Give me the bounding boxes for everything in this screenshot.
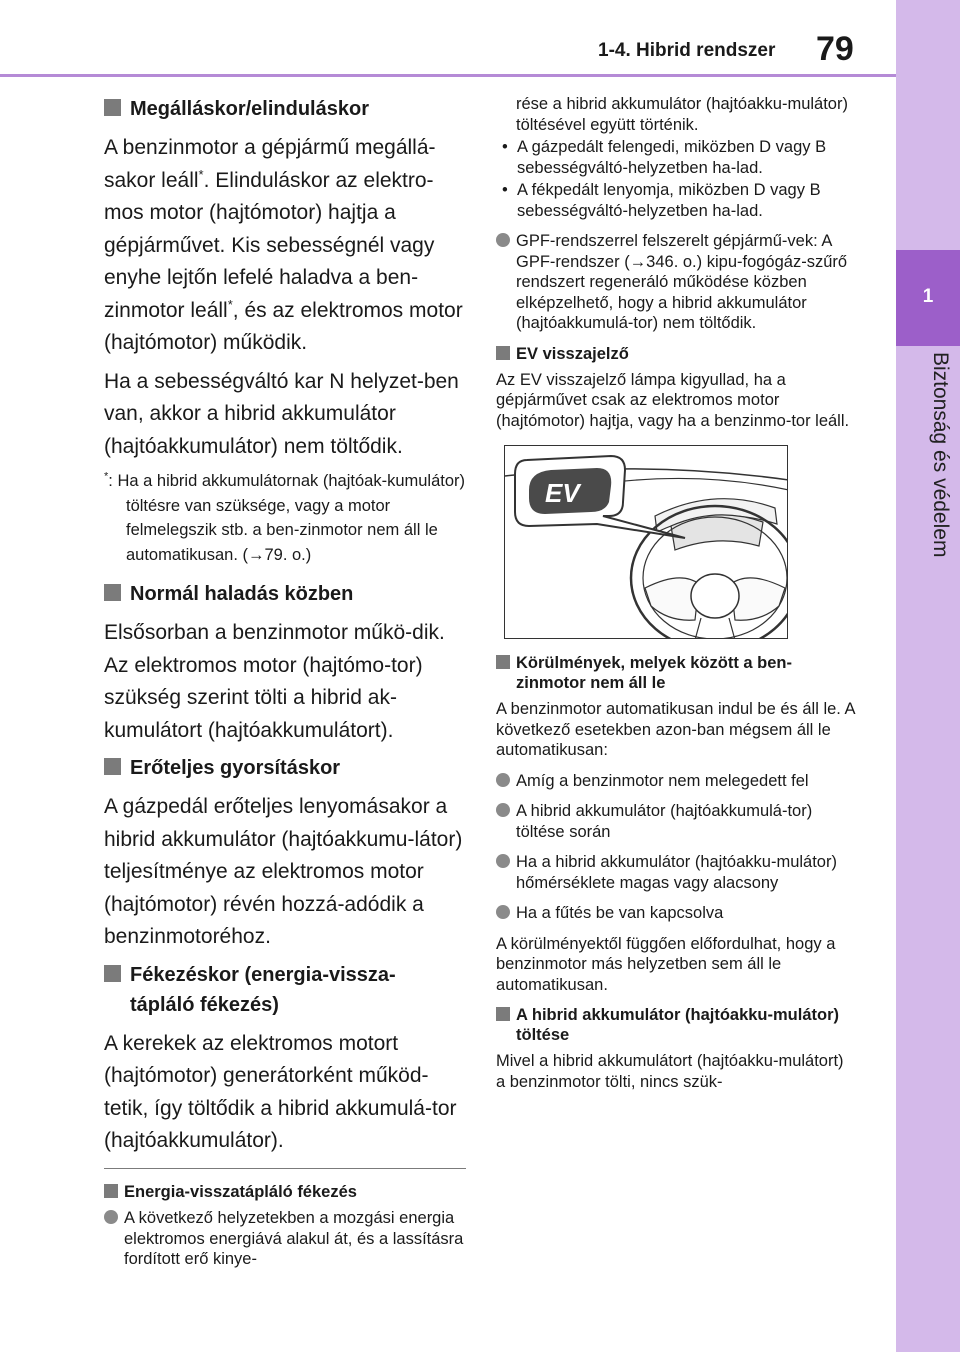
left-column xyxy=(104,88,466,1164)
paragraph-neutral: Ha a sebességváltó kar N helyzet-ben van, akkor a hibrid akkumulátor (hajtóakkumulátor) nem töltődik. xyxy=(104,369,459,458)
chapter-label: Biztonság és védelem xyxy=(929,352,952,558)
circle-bullet-icon xyxy=(496,803,510,817)
ev-badge-icon: EV xyxy=(545,478,580,508)
heading-stop-start: Megálláskor/elinduláskor xyxy=(104,94,466,124)
header-rule xyxy=(0,74,896,77)
square-bullet-icon xyxy=(104,758,121,775)
heading-normal-driving: Normál haladás közben xyxy=(104,579,466,609)
continued-text: rése a hibrid akkumulátor (hajtóakku-mulátor) töltésével együtt történik. xyxy=(516,95,848,134)
square-bullet-icon xyxy=(496,346,510,360)
section-divider xyxy=(104,1168,466,1169)
square-bullet-icon xyxy=(104,99,121,116)
circle-bullet-icon xyxy=(496,233,510,247)
section-title: 1-4. Hibrid rendszer xyxy=(598,40,776,61)
paragraph-conditions-note: A körülményektől függően előfordulhat, hogy a benzinmotor más helyzetben sem áll le automatikusan. xyxy=(496,934,836,994)
list-item: A következő helyzetekben a mozgási energia elektromos energiává alakul át, és a lassításra fordított erő kinye- xyxy=(104,1208,466,1270)
square-bullet-icon xyxy=(496,1007,510,1021)
list-item: Ha a fűtés be van kapcsolva xyxy=(496,903,856,924)
list-item: • A gázpedált felengedi, miközben D vagy B sebességváltó-helyzetben ha-lad. xyxy=(502,138,827,177)
paragraph-braking: A kerekek az elektromos motort (hajtómotor) generátorként működ-tetik, így töltődik a hibrid akkumulá-tor (hajtóakkumulátor). xyxy=(104,1031,457,1152)
dashboard-illustration xyxy=(505,446,788,639)
circle-bullet-icon xyxy=(496,773,510,787)
paragraph-charging: Mivel a hibrid akkumulátort (hajtóakku-mulátort) a benzinmotor tölti, nincs szük- xyxy=(496,1052,844,1091)
chapter-number-box xyxy=(896,250,960,346)
square-bullet-icon xyxy=(104,965,121,982)
heading-conditions: Körülmények, melyek között a ben-zinmotor nem áll le xyxy=(496,653,856,693)
left-bottom-notes xyxy=(104,1176,466,1280)
circle-bullet-icon xyxy=(104,1210,118,1224)
square-bullet-icon xyxy=(104,584,121,601)
circle-bullet-icon xyxy=(496,854,510,868)
chapter-side-tab[interactable] xyxy=(896,0,960,1352)
right-column xyxy=(496,94,856,1102)
bullet-dot-icon: • xyxy=(502,138,508,156)
heading-acceleration: Erőteljes gyorsításkor xyxy=(104,753,466,783)
list-item: A hibrid akkumulátor (hajtóakkumulá-tor) töltése során xyxy=(496,801,856,842)
heading-regen-braking: Energia-visszatápláló fékezés xyxy=(104,1182,466,1202)
bullet-dot-icon: • xyxy=(502,181,508,199)
list-item: Amíg a benzinmotor nem melegedett fel xyxy=(496,771,856,792)
list-item-gpf: GPF-rendszerrel felszerelt gépjármű-vek: A GPF-rendszer (→346. o.) kipu-fogógáz-szűrő rendszert regeneráló működése közben elképzelhető, hogy a hibrid akkumulátor (hajtóakkumulá-tor) nem töltődik. xyxy=(496,231,856,334)
ev-indicator-illustration xyxy=(504,445,788,639)
list-item: • A fékpedált lenyomja, miközben D vagy B sebességváltó-helyzetben ha-lad. xyxy=(502,181,821,220)
list-item: Ha a hibrid akkumulátor (hajtóakku-mulátor) hőmérséklete magas vagy alacsony xyxy=(496,852,856,893)
paragraph-conditions: A benzinmotor automatikusan indul be és áll le. A következő esetekben azon-ban mégsem áll le automatikusan: xyxy=(496,700,855,759)
paragraph-acceleration: A gázpedál erőteljes lenyomásakor a hibrid akkumulátor (hajtóakkumu-látor) teljesítménye az elektromos motor (hajtómotor) révén hozzá-adódik a benzinmotoréhoz. xyxy=(104,795,463,948)
paragraph-normal-driving: Elsősorban a benzinmotor műkö-dik. Az elektromos motor (hajtómo-tor) szükség szerint tölti a hibrid ak-kumulátort (hajtóakkumulátort). xyxy=(104,621,445,742)
heading-ev-indicator: EV visszajelző xyxy=(496,344,856,364)
paragraph-stop-start: A benzinmotor a gépjármű megállá-sakor leáll*. Elinduláskor az elektro-mos motor (hajtómotor) hajtja a gépjárművet. Kis sebességnél vagy enyhe lejtőn lefelé haladva a ben-zinmotor leáll*, és az elektromos motor (hajtómotor) működik. xyxy=(104,136,463,354)
heading-charging: A hibrid akkumulátor (hajtóakku-mulátor) töltése xyxy=(496,1005,856,1045)
page-number: 79 xyxy=(816,30,854,68)
paragraph-ev-indicator: Az EV visszajelző lámpa kigyullad, ha a gépjárművet csak az elektromos motor (hajtómotor) hajtja, vagy ha a benzinmo-tor leáll. xyxy=(496,370,850,430)
footnote: *: Ha a hibrid akkumulátornak (hajtóak-kumulátor) töltésre van szüksége, vagy a motor felmelegszik stb. a ben-zinmotor nem áll le automatikusan. (→79. o.) xyxy=(104,470,466,564)
square-bullet-icon xyxy=(104,1184,118,1198)
chapter-number: 1 xyxy=(922,286,934,307)
circle-bullet-icon xyxy=(496,905,510,919)
square-bullet-icon xyxy=(496,655,510,669)
heading-braking: Fékezéskor (energia-vissza- tápláló fékezés) xyxy=(104,960,466,1020)
